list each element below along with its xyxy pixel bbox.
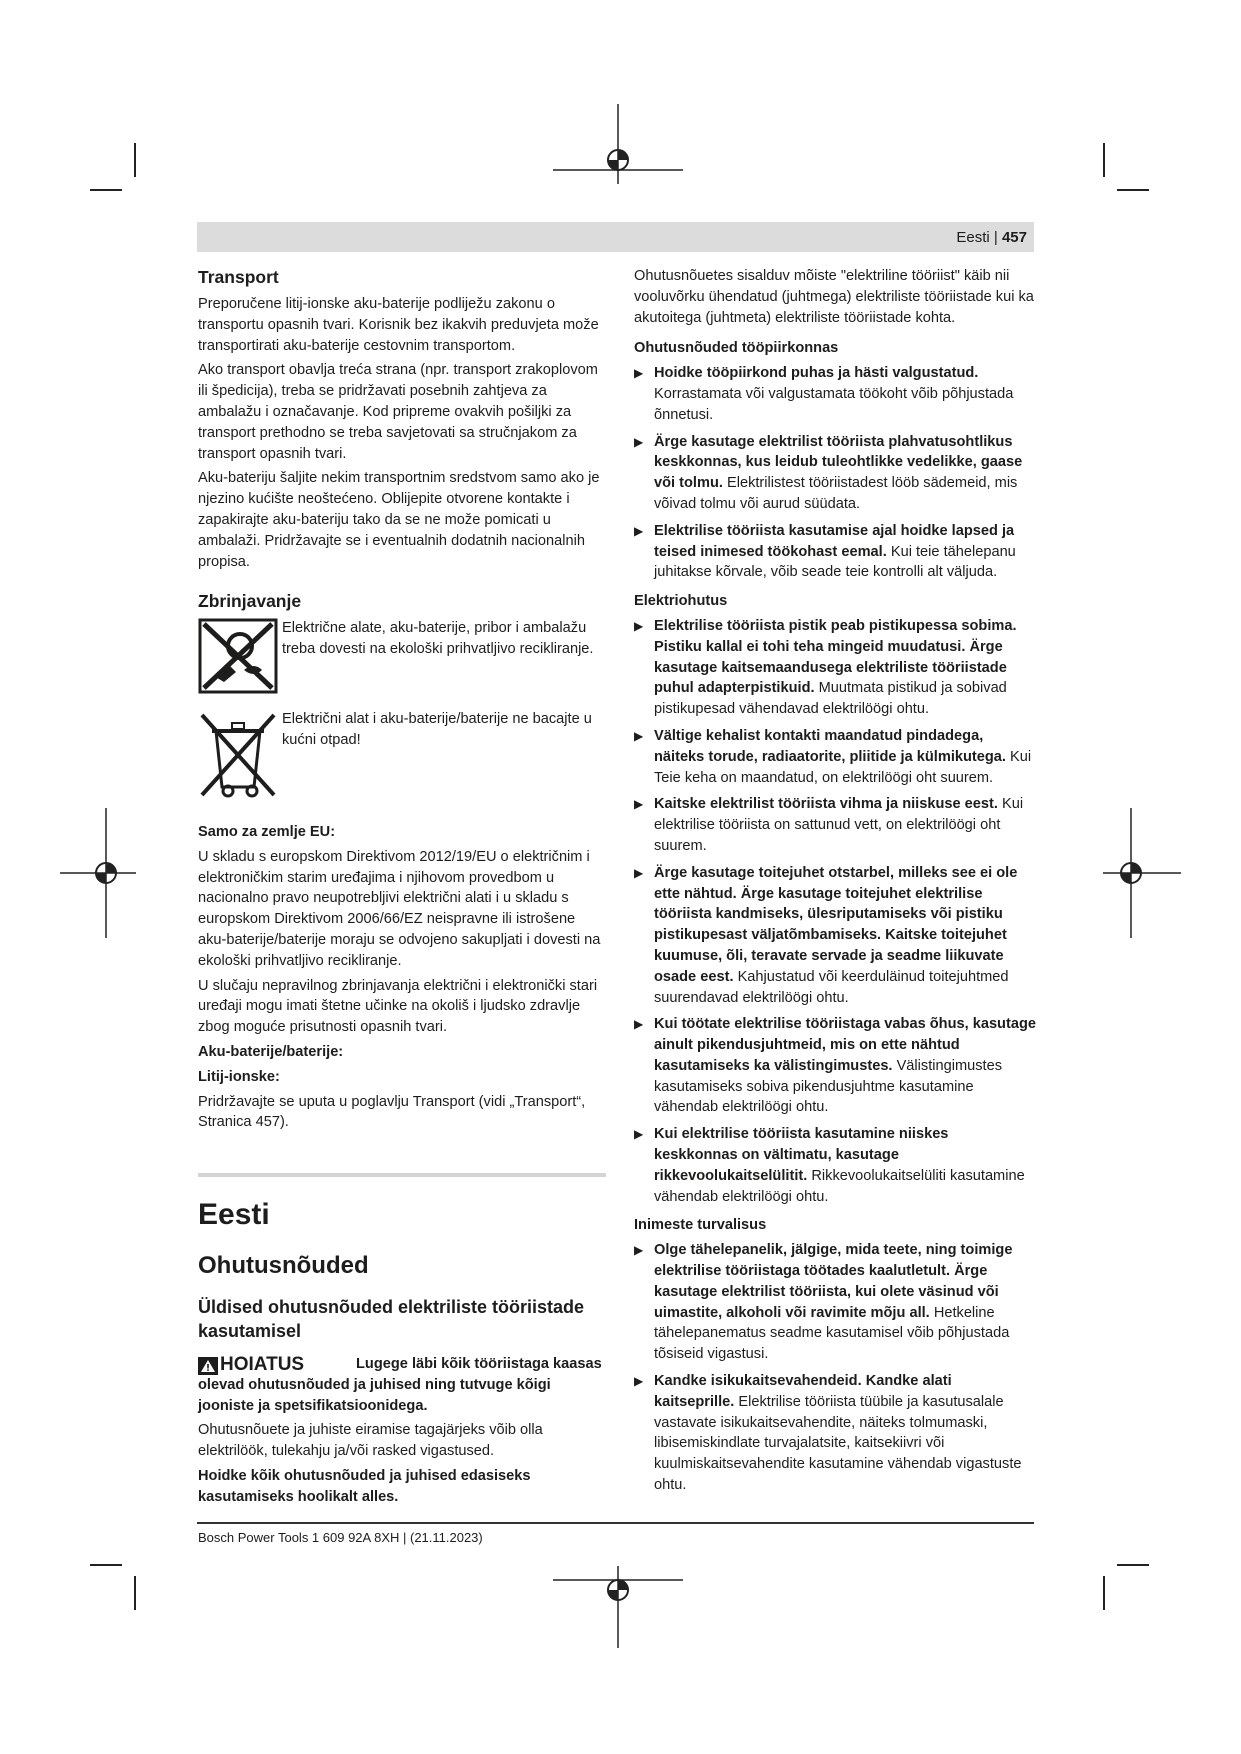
warning-text: Ohutusnõuete ja juhiste eiramise tagajärjeks võib olla elektrilöök, tulekahju ja/või rasked vigastused. bbox=[198, 1422, 543, 1460]
crossed-out-wheelie-bin-icon bbox=[198, 709, 278, 799]
crop-mark bbox=[90, 1564, 122, 1566]
warning-badge bbox=[198, 1355, 353, 1376]
list-item: ▶ Ärge kasutage toitejuhet otstarbel, milleks see ei ole ette nähtud. Ärge kasutage toitejuhet elektrilise tööriista kandmiseks, ülesriputamiseks või pistiku pistikupesast väljatõmbamiseks. Kaitske toitejuhet kuumuse, õli, teravate servade ja seadme liikuvate osade eest. Kahjustatud või keerduläinud toitejuhtmed suurendavad elektrilöögi ohtu. bbox=[634, 863, 1036, 1009]
crop-mark bbox=[134, 143, 136, 177]
page-number: 457 bbox=[1001, 229, 1027, 246]
recycling-text: Električne alate, aku-baterije, pribor i ambalažu treba dovesti na ekološki prihvatljivo recikliranje. bbox=[282, 620, 594, 658]
list-item: ▶ Hoidke tööpiirkond puhas ja hästi valgustatud. Korrastamata või valgustamata töökoht võib põhjustada õnnetusi. bbox=[634, 363, 1036, 425]
list-item: ▶ Kandke isikukaitsevahendeid. Kandke alati kaitseprille. Elektrilise tööriista tüübile ja kasutusalale vastavate isikukaitsevahendite, näiteks tolmumaski, libisemiskindlate turvajalatsite, kaitsekiivri või kuulmiskaitsevahendite kasutamine vähendab vigastuste ohtu. bbox=[634, 1371, 1036, 1496]
transport-paragraph: Preporučene litij-ionske aku-baterije podliježu zakonu o transportu opasnih tvari. Korisnik bez ikakvih preduvjeta može transportirati aku-baterije cestovnim transportom. bbox=[198, 296, 599, 354]
crop-mark bbox=[1117, 1564, 1149, 1566]
crop-mark bbox=[1117, 189, 1149, 191]
crop-mark bbox=[1103, 1576, 1105, 1610]
right-column bbox=[634, 266, 1036, 1504]
battery-title: Aku-baterije/baterije: bbox=[198, 1043, 344, 1060]
recycling-row bbox=[198, 618, 606, 701]
transport-paragraph: Ako transport obavlja treća strana (npr. transport zrakoplovom ili špedicija), treba se pridržavati posebnih zahtjeva za ambalažu i označavanje. Kod pripreme ovakvih pošiljki za transport prethodno se treba savjetovati sa stručnjakom za transport opasnih tvari. bbox=[198, 362, 598, 462]
list-item: ▶ Vältige kehalist kontakti maandatud pindadega, näiteks torude, radiaatorite, pliitide ja külmikutega. Kui Teie keha on maandatud, on elektrilöögi oht suurem. bbox=[634, 726, 1036, 788]
warning-lead: Lugege läbi kõik tööriistaga kaasas olevad ohutusnõuded ja juhised ning tutvuge kõigi jooniste ja spetsifikatsioonidega. bbox=[198, 1355, 602, 1414]
eu-title: Samo za zemlje EU: bbox=[198, 823, 336, 840]
header-language: Eesti bbox=[956, 229, 990, 246]
general-safety-title: Üldised ohutusnõuded elektriliste tööriistade kasutamisel bbox=[198, 1297, 585, 1342]
footer-rule bbox=[197, 1522, 1034, 1524]
disposal-title: Zbrinjavanje bbox=[198, 591, 302, 612]
page-header bbox=[956, 229, 1027, 246]
crop-mark bbox=[1103, 143, 1105, 177]
transport-title: Transport bbox=[198, 267, 279, 287]
electrical-title: Elektriohutus bbox=[634, 593, 728, 610]
list-item: ▶ Olge tähelepanelik, jälgige, mida teete, ning toimige elektrilise tööriistaga töötades kaalutletult. Ärge kasutage elektrilist tööriista, kui olete väsinud või uimastite, alkoholi või ravimite mõju all. Hetkeline tähelepanematus seadme kasutamisel võib põhjustada tõsiseid vigastusi. bbox=[634, 1240, 1036, 1365]
list-item: ▶ Kaitske elektrilist tööriista vihma ja niiskuse eest. Kui elektrilise tööriista on sattunud vett, on elektrilöögi oht suurem. bbox=[634, 794, 1036, 856]
recycling-symbol-icon bbox=[198, 618, 278, 694]
list-item: ▶ Kui töötate elektrilise tööriistaga vabas õhus, kasutage ainult pikendusjuhtmeid, mis on ette nähtud kasutamiseks ka välistingimustes. Välistingimustes kasutamiseks sobiva pikendusjuhtme kasutamine vähendab elektrilöögi ohtu. bbox=[634, 1014, 1036, 1118]
language-title: Eesti bbox=[198, 1198, 270, 1232]
registration-mark-right bbox=[1103, 808, 1181, 938]
list-item: ▶ Kui elektrilise tööriista kasutamine niiskes keskkonnas on vältimatu, kasutage rikkevoolukaitselülitit. Rikkevoolukaitselüliti kasutamine vähendab elektrilöögi ohtu. bbox=[634, 1124, 1036, 1207]
registration-mark-left bbox=[60, 808, 136, 938]
left-column bbox=[198, 266, 606, 1511]
warning-triangle-icon bbox=[198, 1357, 218, 1375]
header-separator: | bbox=[993, 229, 998, 246]
registration-mark-bottom bbox=[553, 1566, 683, 1648]
electrical-list bbox=[634, 616, 1036, 1208]
list-item: ▶ Elektrilise tööriista kasutamise ajal hoidke lapsed ja teised inimesed töökohast eemal. Kui teie tähelepanu juhitakse kõrvale, võib seade teie kontrolli alt väljuda. bbox=[634, 521, 1036, 583]
list-item: ▶ Ärge kasutage elektrilist tööriista plahvatusohtlikus keskkonnas, kus leidub tuleohtlikke vedelikke, gaase või tolmu. Elektrilistest tööriistadest lööb sädemeid, mis võivad tolmu või aurud süüdata. bbox=[634, 432, 1036, 515]
safety-title: Ohutusnõuded bbox=[198, 1252, 369, 1280]
header-band bbox=[197, 222, 1034, 252]
liion-text: Pridržavajte se uputa u poglavlju Transport (vidi „Transport“, Stranica 457). bbox=[198, 1093, 586, 1131]
workplace-title: Ohutusnõuded tööpiirkonnas bbox=[634, 340, 839, 357]
transport-paragraph: Aku-bateriju šaljite nekim transportnim sredstvom samo ako je njezino kućište neoštećeno. Oblijepite otvorene kontakte i zapakirajte aku-bateriju tako da se ne može pomicati u ambalaži. Pridržavajte se i eventualnih dodatnih nacionalnih propisa. bbox=[198, 470, 600, 570]
personal-safety-list bbox=[634, 1240, 1036, 1496]
intro-text: Ohutusnõuetes sisalduv mõiste "elektriline tööriist" käib nii vooluvõrku ühendatud (juhtmega) elektriliste tööriistade kui ka akutoitega (juhtmeta) elektriliste tööriistade kohta. bbox=[634, 268, 1034, 326]
personal-safety-title: Inimeste turvalisus bbox=[634, 1217, 767, 1234]
list-item: ▶ Elektrilise tööriista pistik peab pistikupessa sobima. Pistiku kallal ei tohi teha mingeid muudatusi. Ärge kasutage kaitsemaandusega elektriliste tööriistade puhul adapterpistikuid. Muutmata pistikud ja sobivad pistikupesad vähendavad elektrilöögi ohtu. bbox=[634, 616, 1036, 720]
registration-mark-top bbox=[553, 104, 683, 184]
workplace-list bbox=[634, 363, 1036, 583]
liion-title: Litij-ionske: bbox=[198, 1068, 280, 1085]
footer-text: Bosch Power Tools 1 609 92A 8XH | (21.11.2023) bbox=[198, 1530, 483, 1545]
keep-instructions: Hoidke kõik ohutusnõuded ja juhised edasiseks kasutamiseks hoolikalt alles. bbox=[198, 1467, 531, 1505]
weee-row bbox=[198, 709, 606, 806]
crop-mark bbox=[90, 189, 122, 191]
eu-paragraph: U skladu s europskom Direktivom 2012/19/EU o električnim i elektroničkim starim uređajima i njihovom provedbom u nacionalno pravo neupotrebljivi električni alati i u skladu s europskom Direktivom 2006/66/EZ neispravne ili istrošene aku-baterije/baterije moraju se odvojeno sakupljati i dovesti na ekološki prihvatljivo recikliranje. bbox=[198, 848, 601, 969]
section-divider bbox=[198, 1173, 606, 1177]
eu-paragraph: U slučaju nepravilnog zbrinjavanja električni i elektronički stari uređaji mogu imati štetne učinke na okoliš i ljudsko zdravlje zbog moguće prisutnosti opasnih tvari. bbox=[198, 977, 598, 1036]
crop-mark bbox=[134, 1576, 136, 1610]
warning-label: HOIATUS bbox=[220, 1354, 305, 1376]
weee-text: Električni alat i aku-baterije/baterije ne bacajte u kućni otpad! bbox=[282, 711, 592, 748]
